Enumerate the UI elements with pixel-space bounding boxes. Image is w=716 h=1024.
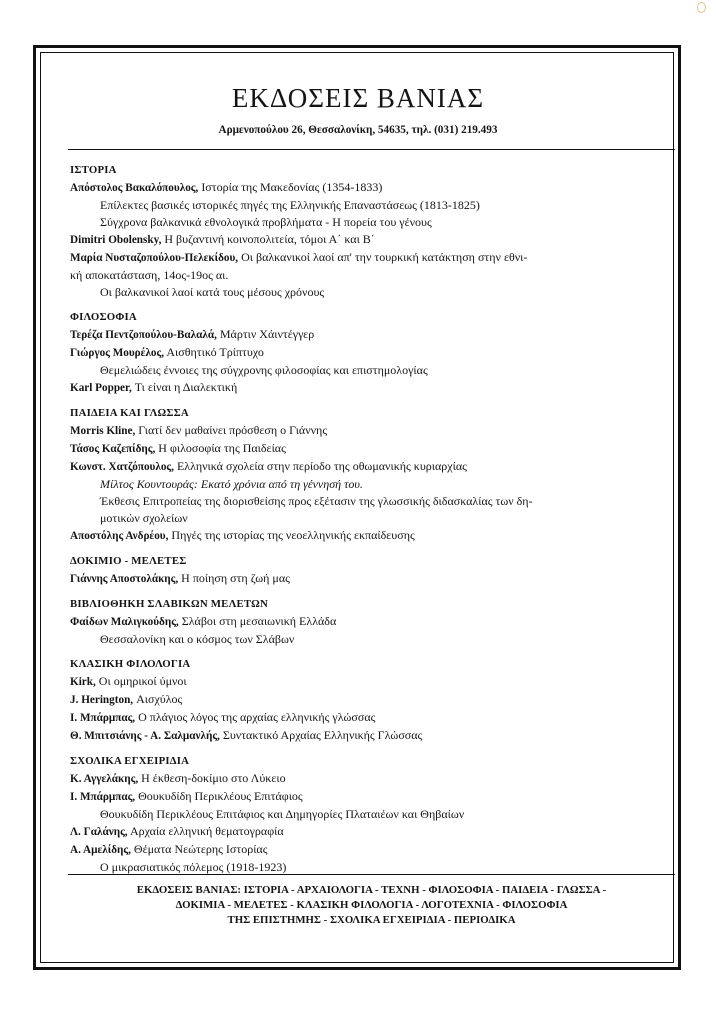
entry-title: Αισχύλος xyxy=(136,692,183,706)
book-entry xyxy=(70,379,670,397)
book-entry xyxy=(70,214,670,231)
footer-subjects xyxy=(68,883,675,928)
entry-title: Οι ομηρικοί ύμνοι xyxy=(98,674,187,688)
publisher-address: Αρμενοπούλου 26, Θεσσαλονίκη, 54635, τηλ. (031) 219.493 xyxy=(218,124,498,136)
section-heading: ΠΑΙΔΕΙΑ ΚΑΙ ΓΛΩΣΣΑ xyxy=(70,407,189,419)
entry-title: Θουκυδίδη Περικλέους Επιτάφιος xyxy=(138,789,303,803)
entry-title: Έκθεσις Επιτροπείας της διορισθείσης προς εξέτασιν της γλωσσικής διδασκαλίας των δη- xyxy=(100,494,533,508)
section-heading: ΣΧΟΛΙΚΑ ΕΓΧΕΙΡΙΔΙΑ xyxy=(70,755,190,767)
entry-title: Συντακτικό Αρχαίας Ελληνικής Γλώσσας xyxy=(222,728,423,742)
catalog-section xyxy=(70,596,670,648)
entry-title: Τι είναι η Διαλεκτική xyxy=(134,380,238,394)
entry-title: Οι βαλκανικοί λαοί απ' την τουρκική κατάκτηση στην εθνι- xyxy=(241,250,528,264)
catalog-section xyxy=(70,162,670,301)
entry-author: Μαρία Νυσταζοπούλου-Πελεκίδου, xyxy=(70,252,239,264)
catalog-section xyxy=(70,656,670,745)
publisher-title: ΕΚΔΟΣΕΙΣ ΒΑΝΙΑΣ xyxy=(231,83,485,113)
entry-author: Αποστόλης Ανδρέου, xyxy=(70,530,169,542)
entry-author: Morris Kline, xyxy=(70,425,136,437)
book-entry xyxy=(70,613,670,631)
catalog-section xyxy=(70,553,670,588)
paper-stain-mark xyxy=(697,2,706,13)
section-heading: ΦΙΛΟΣΟΦΙΑ xyxy=(70,311,137,323)
book-entry xyxy=(70,841,670,859)
book-entry xyxy=(70,326,670,344)
entry-author: Α. Αμελίδης, xyxy=(70,844,131,856)
entry-title: Η έκθεση-δοκίμιο στο Λύκειο xyxy=(141,771,286,785)
entry-author: J. Herington, xyxy=(70,694,134,706)
section-heading: ΒΙΒΛΙΟΘΗΚΗ ΣΛΑΒΙΚΩΝ ΜΕΛΕΤΩΝ xyxy=(70,598,268,610)
section-heading: ΙΣΤΟΡΙΑ xyxy=(70,164,117,176)
book-entry xyxy=(70,570,670,588)
entry-title: Αισθητικό Τρίπτυχο xyxy=(166,345,264,359)
entry-author: Γιώργος Μουρέλος, xyxy=(70,347,165,359)
book-entry xyxy=(70,284,670,301)
entry-author: Ι. Μπάρμπας, xyxy=(70,791,136,803)
entry-title: Η βυζαντινή κοινοπολιτεία, τόμοι Α΄ και Β΄ xyxy=(164,232,375,246)
entry-title: Θεμελιώδεις έννοιες της σύγχρονης φιλοσοφίας και επιστημολογίας xyxy=(100,363,428,377)
entry-title: Μάρτιν Χάιντέγγερ xyxy=(219,327,315,341)
entry-title: Γιατί δεν μαθαίνει πρόσθεση ο Γιάννης xyxy=(138,423,328,437)
book-entry xyxy=(70,422,670,440)
entry-title: Θέματα Νεώτερης Ιστορίας xyxy=(133,842,268,856)
section-heading: ΚΛΑΣΙΚΗ ΦΙΛΟΛΟΓΙΑ xyxy=(70,658,191,670)
entry-title: Ο μικρασιατικός πόλεμος (1918-1923) xyxy=(100,860,287,874)
book-entry xyxy=(70,493,670,510)
footer-line: ΤΗΣ ΕΠΙΣΤΗΜΗΣ - ΣΧΟΛΙΚΑ ΕΓΧΕΙΡΙΔΙΑ - ΠΕΡΙΟΔΙΚΑ xyxy=(227,914,516,926)
entry-title: μοτικών σχολείων xyxy=(100,511,188,525)
entry-title: Επίλεκτες βασικές ιστορικές πηγές της Ελληνικής Επαναστάσεως (1813-1825) xyxy=(100,198,480,212)
entry-title: Θουκυδίδη Περικλέους Επιτάφιος και Δημηγορίες Πλαταιέων και Θηβαίων xyxy=(100,807,465,821)
book-entry xyxy=(70,527,670,545)
catalog-section xyxy=(70,405,670,545)
section-heading: ΔΟΚΙΜΙΟ - ΜΕΛΕΤΕΣ xyxy=(70,555,187,567)
book-entry xyxy=(70,510,670,527)
book-entry xyxy=(70,197,670,214)
entry-title: Οι βαλκανικοί λαοί κατά τους μέσους χρόνους xyxy=(100,285,325,299)
entry-author: Dimitri Obolensky, xyxy=(70,234,162,246)
entry-author: Φαίδων Μαλιγκούδης, xyxy=(70,616,179,628)
entry-author: Θ. Μπιτσιάνης - Α. Σαλμανλής, xyxy=(70,730,220,742)
book-entry xyxy=(70,770,670,788)
book-entry xyxy=(70,823,670,841)
entry-author: Kirk, xyxy=(70,676,96,688)
book-entry xyxy=(70,788,670,806)
catalog-list xyxy=(70,162,670,884)
book-entry xyxy=(70,673,670,691)
entry-author: Τερέζα Πεντζοπούλου-Βαλαλά, xyxy=(70,329,217,341)
entry-author: Κωνστ. Χατζόπουλος, xyxy=(70,461,174,473)
footer-line: ΕΚΔΟΣΕΙΣ ΒΑΝΙΑΣ: ΙΣΤΟΡΙΑ - ΑΡΧΑΙΟΛΟΓΙΑ - ΤΕΧΝΗ - ΦΙΛΟΣΟΦΙΑ - ΠΑΙΔΕΙΑ - ΓΛΩΣΣΑ - xyxy=(136,884,607,896)
entry-title: Ελληνικά σχολεία στην περίοδο της οθωμανικής κυριαρχίας xyxy=(176,459,467,473)
book-entry xyxy=(70,458,670,476)
book-entry xyxy=(70,249,670,267)
entry-title: Σλάβοι στη μεσαιωνική Ελλάδα xyxy=(181,614,337,628)
book-entry xyxy=(70,691,670,709)
book-entry xyxy=(70,267,670,284)
entry-author: Λ. Γαλάνης, xyxy=(70,826,128,838)
catalog-section xyxy=(70,753,670,876)
entry-title: Πηγές της ιστορίας της νεοελληνικής εκπαίδευσης xyxy=(171,528,415,542)
entry-title: Ιστορία της Μακεδονίας (1354-1833) xyxy=(201,180,383,194)
book-entry xyxy=(70,440,670,458)
entry-author: Ι. Μπάρμπας, xyxy=(70,712,136,724)
book-entry xyxy=(70,709,670,727)
entry-author: Karl Popper, xyxy=(70,382,132,394)
entry-author: Τάσος Καζεπίδης, xyxy=(70,443,156,455)
book-entry xyxy=(70,362,670,379)
footer-divider xyxy=(68,874,675,875)
entry-author: Απόστολος Βακαλόπουλος, xyxy=(70,182,199,194)
entry-author: Κ. Αγγελάκης, xyxy=(70,773,139,785)
entry-title: Σύγχρονα βαλκανικά εθνολογικά προβλήματα - Η πορεία του γένους xyxy=(100,215,432,229)
footer-line: ΔΟΚΙΜΙΑ - ΜΕΛΕΤΕΣ - ΚΛΑΣΙΚΗ ΦΙΛΟΛΟΓΙΑ - ΛΟΓΟΤΕΧΝΙΑ - ΦΙΛΟΣΟΦΙΑ xyxy=(175,899,568,911)
entry-author: Γιάννης Αποστολάκης, xyxy=(70,573,179,585)
catalog-section xyxy=(70,309,670,397)
entry-title: Αρχαία ελληνική θεματογραφία xyxy=(129,824,284,838)
book-entry xyxy=(70,476,670,493)
entry-title: Θεσσαλονίκη και ο κόσμος των Σλάβων xyxy=(100,632,295,646)
entry-title: Μίλτος Κουντουράς: Εκατό χρόνια από τη γέννησή του. xyxy=(100,477,363,491)
header-divider xyxy=(68,149,675,150)
entry-title: Η φιλοσοφία της Παιδείας xyxy=(158,441,286,455)
entry-title: κή αποκατάσταση, 14ος-19ος αι. xyxy=(70,268,229,282)
entry-title: Η ποίηση στη ζωή μας xyxy=(181,571,290,585)
book-entry xyxy=(70,806,670,823)
book-entry xyxy=(70,727,670,745)
book-entry xyxy=(70,631,670,648)
book-entry xyxy=(70,344,670,362)
book-entry xyxy=(70,179,670,197)
book-entry xyxy=(70,231,670,249)
entry-title: Ο πλάγιος λόγος της αρχαίας ελληνικής γλώσσας xyxy=(138,710,376,724)
